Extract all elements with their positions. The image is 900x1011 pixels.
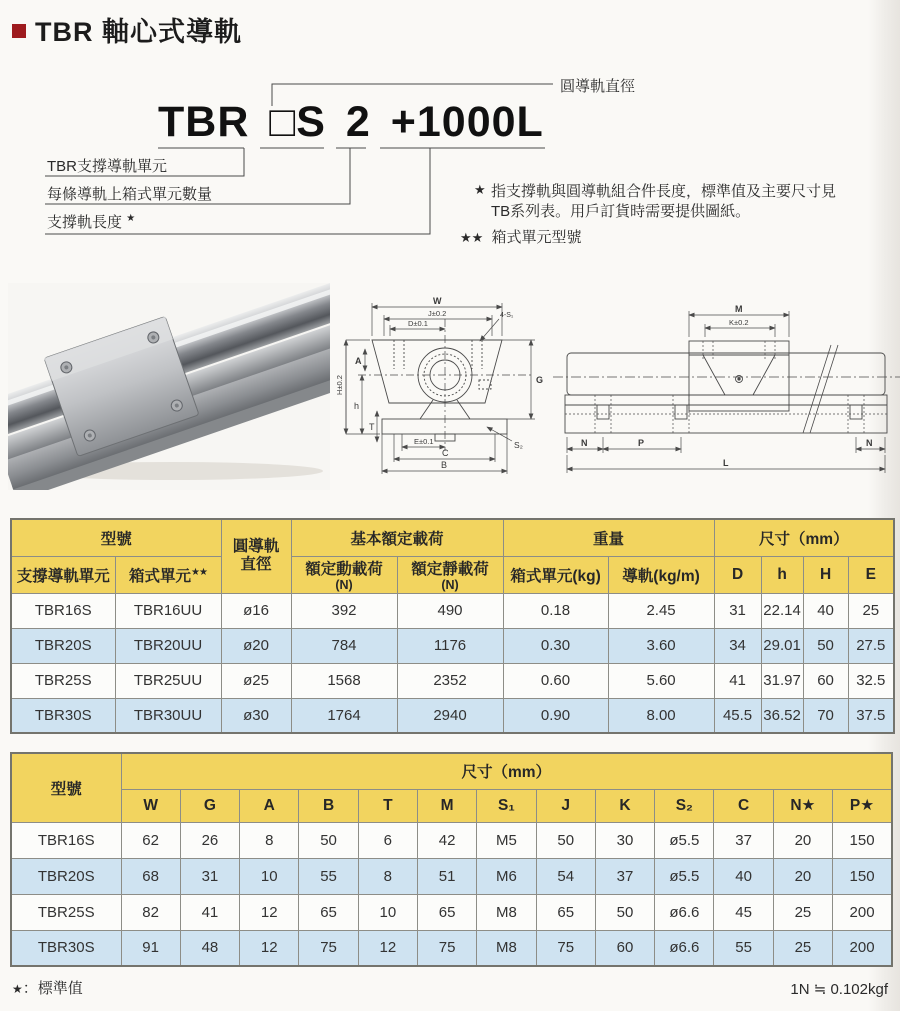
product-photo	[8, 283, 330, 490]
table-row	[11, 628, 894, 663]
cell: 12	[240, 894, 299, 930]
dim-label: G	[536, 375, 544, 385]
cell: 5.60	[608, 663, 714, 698]
cell: 37	[595, 858, 654, 894]
cell: 0.60	[503, 663, 608, 698]
cell: 25	[773, 930, 832, 966]
header-cell-M: M	[417, 789, 476, 822]
dim-label: C	[442, 448, 449, 458]
header-cell-S1: S₁	[477, 789, 536, 822]
cell: TBR20S	[11, 628, 115, 663]
cell: 70	[803, 698, 848, 733]
header-cell-dim-group: 尺寸（mm）	[714, 519, 894, 556]
cell: TBR30S	[11, 698, 115, 733]
cell: TBR16S	[11, 593, 115, 628]
cell: 26	[180, 822, 239, 858]
unit-text: (N)	[441, 577, 459, 592]
dim-label: A	[355, 356, 362, 366]
cell: 0.18	[503, 593, 608, 628]
cell: 50	[803, 628, 848, 663]
cell: 45	[714, 894, 773, 930]
star-icon: ★	[126, 213, 135, 224]
cell: 30	[595, 822, 654, 858]
cell: M6	[477, 858, 536, 894]
cell: 0.30	[503, 628, 608, 663]
cell: ø6.6	[655, 894, 714, 930]
note-box-unit-model	[460, 228, 582, 248]
cell: 42	[417, 822, 476, 858]
model-code: TBR □S 2 +1000L	[158, 98, 544, 146]
double-star-icon: ★★	[191, 566, 207, 578]
cell: 55	[299, 858, 358, 894]
table-row	[11, 698, 894, 733]
cell: ø30	[221, 698, 291, 733]
table-row	[11, 930, 892, 966]
header-cell-J: J	[536, 789, 595, 822]
cell: ø16	[221, 593, 291, 628]
star-icon: ★	[474, 182, 486, 197]
header-cell-model-group: 型號	[11, 519, 221, 556]
spec-table-loads	[10, 518, 895, 734]
cell: 1764	[291, 698, 397, 733]
cell: 8	[240, 822, 299, 858]
cell: 45.5	[714, 698, 761, 733]
cell: 55	[714, 930, 773, 966]
cell: M8	[477, 894, 536, 930]
cell: 10	[240, 858, 299, 894]
cell: 41	[714, 663, 761, 698]
header-cell-dynamic-load	[291, 556, 397, 593]
dim-label: D±0.1	[408, 319, 428, 328]
dim-label: K±0.2	[729, 318, 749, 327]
callout-support-unit: TBR支撐導軌單元	[47, 158, 168, 175]
star-icon: ★	[12, 982, 23, 996]
cell: 62	[121, 822, 180, 858]
cell: 20	[773, 822, 832, 858]
header-cell-G: G	[180, 789, 239, 822]
page-title: TBR 軸心式導軌	[35, 17, 242, 47]
cell: 75	[299, 930, 358, 966]
callout-rail-length-text: 支撐軌長度	[47, 214, 123, 231]
cell: 1568	[291, 663, 397, 698]
cell: TBR25S	[11, 894, 121, 930]
dim-label: M	[735, 304, 743, 314]
header-cell-dim-group: 尺寸（mm）	[121, 753, 892, 789]
header-cell-rail-diameter	[221, 519, 291, 593]
header-cell-box-unit	[115, 556, 221, 593]
cell: 31	[714, 593, 761, 628]
header-text: 額定靜載荷	[411, 560, 489, 578]
cell: 0.90	[503, 698, 608, 733]
cell: 8	[358, 858, 417, 894]
dim-label: S₂	[514, 440, 523, 450]
dim-label: L	[723, 458, 729, 468]
dim-label: h	[354, 401, 360, 411]
cell: 784	[291, 628, 397, 663]
header-cell-C: C	[714, 789, 773, 822]
cell: TBR16UU	[115, 593, 221, 628]
header-cell-K: K	[595, 789, 654, 822]
callout-rail-diameter: 圓導軌直徑	[560, 78, 636, 95]
dim-label: J±0.2	[428, 309, 447, 318]
cell: TBR30UU	[115, 698, 221, 733]
header-cell-weight-group: 重量	[503, 519, 714, 556]
cell: 10	[358, 894, 417, 930]
cell: M8	[477, 930, 536, 966]
cell: 25	[848, 593, 894, 628]
cell: 40	[714, 858, 773, 894]
dim-label: N	[581, 438, 588, 448]
cell: 12	[240, 930, 299, 966]
cell: 29.01	[761, 628, 803, 663]
cell: 75	[417, 930, 476, 966]
spec-table-dimensions	[10, 752, 893, 967]
cell: TBR25UU	[115, 663, 221, 698]
table-row	[11, 593, 894, 628]
header-cell-S2: S₂	[655, 789, 714, 822]
header-cell-load-group: 基本額定載荷	[291, 519, 503, 556]
cell: 54	[536, 858, 595, 894]
table-row	[11, 822, 892, 858]
cell: 36.52	[761, 698, 803, 733]
note-rail-length-text: 指支撐軌與圓導軌組合件長度，標準值及主要尺寸見TB系列表。用戶訂貨時需要提供圖紙。	[491, 183, 837, 220]
header-cell-E: E	[848, 556, 894, 593]
cell: 40	[803, 593, 848, 628]
cell: ø25	[221, 663, 291, 698]
header-cell-h: h	[761, 556, 803, 593]
header-cell-H: H	[803, 556, 848, 593]
cell: 25	[773, 894, 832, 930]
header-cell-B: B	[299, 789, 358, 822]
cell: 20	[773, 858, 832, 894]
cell: 65	[417, 894, 476, 930]
cell: 31.97	[761, 663, 803, 698]
cell: TBR20S	[11, 858, 121, 894]
header-cell-support-unit: 支撐導軌單元	[11, 556, 115, 593]
cell: TBR30S	[11, 930, 121, 966]
cell: ø6.6	[655, 930, 714, 966]
cell: 2.45	[608, 593, 714, 628]
cell: ø5.5	[655, 822, 714, 858]
unit-text: (N)	[335, 577, 353, 592]
dim-label: N	[866, 438, 873, 448]
cell: 91	[121, 930, 180, 966]
header-cell-A: A	[240, 789, 299, 822]
note-box-unit-text: 箱式單元型號	[491, 229, 582, 246]
cell: 150	[833, 822, 892, 858]
cell: 37.5	[848, 698, 894, 733]
header-cell-weight-rail: 導軌(kg/m)	[608, 556, 714, 593]
cell: 392	[291, 593, 397, 628]
cell: 12	[358, 930, 417, 966]
cell: 60	[595, 930, 654, 966]
note-rail-length	[474, 182, 847, 222]
cell: 50	[595, 894, 654, 930]
dim-label: E±0.1	[414, 437, 434, 446]
cell: 22.14	[761, 593, 803, 628]
cell: M5	[477, 822, 536, 858]
header-text: 直徑	[240, 556, 272, 574]
header-cell-static-load	[397, 556, 503, 593]
footnote-text: ：標準值	[22, 980, 83, 997]
cell: 51	[417, 858, 476, 894]
cell: TBR20UU	[115, 628, 221, 663]
callout-rail-length	[47, 211, 134, 232]
dim-label: H±0.2	[335, 375, 344, 395]
side-view-drawing	[553, 293, 900, 485]
header-cell-D: D	[714, 556, 761, 593]
cell: 41	[180, 894, 239, 930]
header-text: 圓導軌	[232, 538, 280, 556]
header-cell-weight-box: 箱式單元(kg)	[503, 556, 608, 593]
cell: 2352	[397, 663, 503, 698]
header-cell-N: N★	[773, 789, 832, 822]
unit-conversion-note: 1N ≒ 0.102kgf	[790, 981, 888, 998]
cell: 50	[536, 822, 595, 858]
cell: 1176	[397, 628, 503, 663]
callout-box-count: 每條導軌上箱式單元數量	[47, 186, 213, 203]
cell: 31	[180, 858, 239, 894]
footnote-standard-value	[12, 977, 83, 998]
cell: 50	[299, 822, 358, 858]
cell: 34	[714, 628, 761, 663]
dim-label: W	[433, 296, 442, 306]
cell: 8.00	[608, 698, 714, 733]
cell: 65	[536, 894, 595, 930]
cell: 48	[180, 930, 239, 966]
cell: 65	[299, 894, 358, 930]
cell: 150	[833, 858, 892, 894]
header-cell-W: W	[121, 789, 180, 822]
header-text: 額定動載荷	[305, 560, 383, 578]
cell: 32.5	[848, 663, 894, 698]
cell: 75	[536, 930, 595, 966]
table-row	[11, 858, 892, 894]
cell: 82	[121, 894, 180, 930]
cross-section-drawing	[332, 283, 547, 488]
cell: ø5.5	[655, 858, 714, 894]
cell: 200	[833, 930, 892, 966]
cell: 68	[121, 858, 180, 894]
cell: 6	[358, 822, 417, 858]
double-star-icon: ★★	[460, 230, 484, 245]
cell: 2940	[397, 698, 503, 733]
cell: 3.60	[608, 628, 714, 663]
cell: 27.5	[848, 628, 894, 663]
header-cell-P: P★	[833, 789, 892, 822]
table-row	[11, 663, 894, 698]
header-cell-T: T	[358, 789, 417, 822]
header-text: 箱式單元	[129, 567, 192, 585]
table-row	[11, 894, 892, 930]
cell: 200	[833, 894, 892, 930]
cell: TBR16S	[11, 822, 121, 858]
cell: 490	[397, 593, 503, 628]
dim-label: B	[441, 460, 448, 470]
cell: 60	[803, 663, 848, 698]
dim-label: T	[369, 422, 375, 432]
header-cell-model: 型號	[11, 753, 121, 822]
cell: ø20	[221, 628, 291, 663]
cell: TBR25S	[11, 663, 115, 698]
dim-label: 4-S₁	[500, 312, 514, 319]
dim-label: P	[638, 438, 645, 448]
cell: 37	[714, 822, 773, 858]
